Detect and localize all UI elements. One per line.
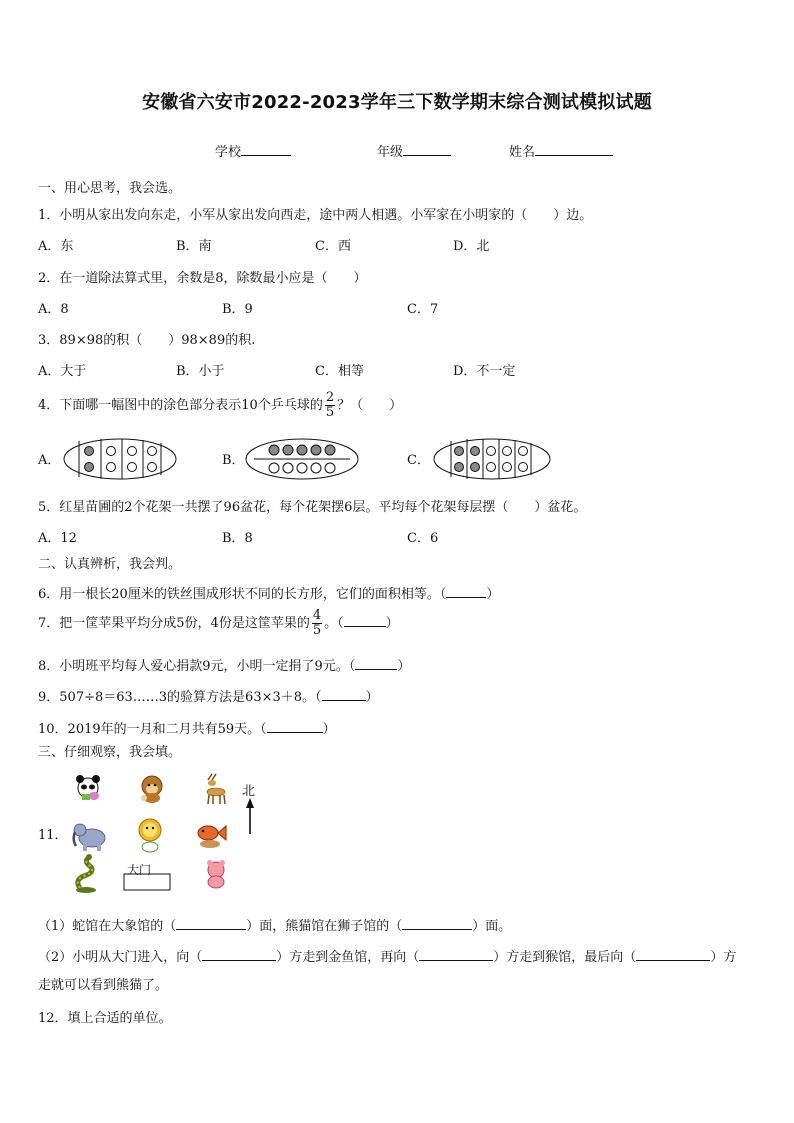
- question-5: 5．红星苗圃的2个花架一共摆了96盆花，每个花架摆6层。平均每个花架每层摆（ ）盆花。: [38, 500, 587, 515]
- q4-figure-b[interactable]: [244, 436, 360, 482]
- section-3-heading: 三、仔细观察，我会填。: [38, 745, 182, 760]
- question-2: 2．在一道除法算式里，余数是8，除数最小应是（ ）: [38, 271, 367, 286]
- gate-label: 大门: [127, 863, 152, 877]
- question-11-sub-2-cont: 走就可以看到熊猫了。: [38, 978, 169, 993]
- goldfish-icon: [198, 826, 226, 848]
- section-2-heading: 二、认真辨析，我会判。: [38, 557, 182, 572]
- q3-option-b[interactable]: B．小于: [176, 364, 225, 379]
- fraction-4-5: $\frac{4}{5}$: [312, 608, 322, 638]
- q11-2-blank-c[interactable]: [636, 946, 710, 961]
- q1-option-b[interactable]: B．南: [176, 239, 212, 254]
- question-3: 3．89×98的积（ ）98×89的积.: [38, 333, 256, 348]
- panda-icon: [76, 775, 100, 800]
- question-7: 7．把一筐苹果平均分成5份，4份是这筐苹果的 $\frac{4}{5}$ 。（ ）: [38, 608, 399, 638]
- grade-blank[interactable]: [403, 141, 451, 156]
- question-11-sub-2: （2）小明从大门进入，向（ ）方走到金鱼馆，再向（ ）方走到猴馆，最后向（ ）方: [38, 946, 736, 967]
- monkey-icon: [141, 776, 162, 803]
- q3-option-a[interactable]: A．大于: [38, 364, 87, 379]
- q4-option-b[interactable]: B．: [222, 453, 245, 468]
- q6-answer-blank[interactable]: [446, 583, 486, 598]
- zoo-map: [70, 770, 270, 900]
- q11-1-blank-a[interactable]: [176, 915, 246, 930]
- question-11-number: 11．: [38, 828, 68, 843]
- q7-answer-blank[interactable]: [344, 612, 386, 627]
- q1-option-a[interactable]: A．东: [38, 239, 74, 254]
- q11-2-blank-b[interactable]: [419, 946, 493, 961]
- q1-option-c[interactable]: C．西: [315, 239, 351, 254]
- q2-option-b[interactable]: B．9: [222, 302, 253, 317]
- q4-option-c[interactable]: C．: [407, 453, 430, 468]
- north-arrow-head: [246, 798, 254, 808]
- q11-2-blank-a[interactable]: [202, 946, 276, 961]
- deer-icon: [207, 774, 225, 804]
- q3-option-c[interactable]: C．相等: [315, 364, 364, 379]
- q10-answer-blank[interactable]: [267, 718, 323, 733]
- q2-option-a[interactable]: A．8: [38, 302, 69, 317]
- lion-icon: [139, 819, 161, 852]
- name-field: 姓名: [509, 141, 613, 162]
- q5-option-a[interactable]: A．12: [38, 531, 77, 546]
- q2-option-c[interactable]: C．7: [407, 302, 439, 317]
- q5-option-b[interactable]: B．8: [222, 531, 253, 546]
- question-11-sub-1: （1）蛇馆在大象馆的（ ）面，熊猫馆在狮子馆的（ ）面。: [38, 915, 511, 936]
- name-blank[interactable]: [535, 141, 613, 156]
- elephant-icon: [74, 824, 105, 851]
- question-9: 9．507÷8＝63……3的验算方法是63×3＋8。（ ）: [38, 686, 379, 707]
- grade-field: 年级: [377, 141, 451, 162]
- q1-option-d[interactable]: D．北: [453, 239, 490, 254]
- school-blank[interactable]: [241, 141, 291, 156]
- q11-1-blank-b[interactable]: [402, 915, 472, 930]
- snake-icon: [76, 854, 96, 893]
- bear-icon: [207, 860, 225, 888]
- question-10: 10．2019年的一月和二月共有59天。（ ）: [38, 718, 336, 739]
- q5-option-c[interactable]: C．6: [407, 531, 439, 546]
- question-4: 4．下面哪一幅图中的涂色部分表示10个乒乓球的 $\frac{2}{5}$ ？（ ）: [38, 390, 403, 420]
- question-6: 6．用一根长20厘米的铁丝围成形状不同的长方形，它们的面积相等。（ ）: [38, 583, 499, 604]
- question-8: 8．小明班平均每人爱心捐款9元，小明一定捐了9元。（ ）: [38, 655, 410, 676]
- north-label: 北: [242, 784, 256, 799]
- question-1: 1．小明从家出发向东走，小军从家出发向西走，途中两人相遇。小军家在小明家的（ ）边。: [38, 208, 593, 223]
- question-12: 12．填上合适的单位。: [38, 1011, 172, 1026]
- q4-option-a[interactable]: A．: [38, 453, 61, 468]
- section-1-heading: 一、用心思考，我会选。: [38, 181, 182, 196]
- q4-figure-a[interactable]: [62, 436, 178, 482]
- page-title: 安徽省六安市2022-2023学年三下数学期末综合测试模拟试题: [142, 92, 652, 113]
- school-field: 学校: [215, 141, 291, 162]
- q4-figure-c[interactable]: [432, 436, 552, 482]
- fraction-2-5: $\frac{2}{5}$: [325, 390, 335, 420]
- q3-option-d[interactable]: D．不一定: [453, 364, 516, 379]
- q9-answer-blank[interactable]: [322, 686, 366, 701]
- q8-answer-blank[interactable]: [355, 655, 397, 670]
